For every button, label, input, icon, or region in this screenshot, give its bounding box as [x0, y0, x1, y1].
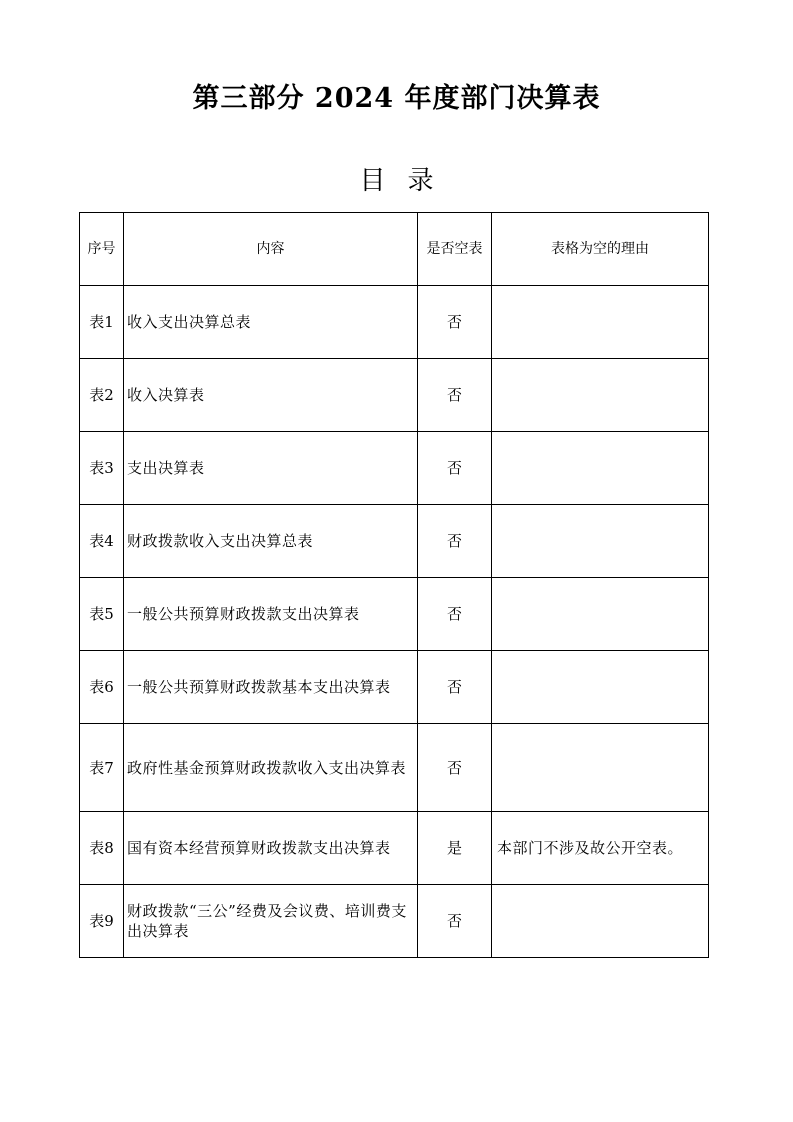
row-reason [492, 359, 709, 432]
row-no: 表8 [80, 812, 124, 885]
table-row [80, 432, 709, 505]
row-no: 表9 [80, 885, 124, 958]
row-no: 表7 [80, 724, 124, 812]
table-row [80, 651, 709, 724]
page-title: 第三部分 2024 年度部门决算表 [192, 83, 601, 114]
table-row [80, 578, 709, 651]
table-row [80, 812, 709, 885]
header-no: 序号 [80, 213, 124, 286]
row-content: 收入支出决算总表 [124, 286, 418, 359]
table-row [80, 885, 709, 958]
row-content: 政府性基金预算财政拨款收入支出决算表 [124, 724, 418, 812]
toc-heading: 目录 [359, 166, 456, 196]
table-row [80, 505, 709, 578]
toc-table [79, 212, 709, 958]
header-is-empty: 是否空表 [418, 213, 492, 286]
row-content: 支出决算表 [124, 432, 418, 505]
row-reason [492, 505, 709, 578]
row-is-empty: 否 [418, 651, 492, 724]
header-reason: 表格为空的理由 [492, 213, 709, 286]
header-content: 内容 [124, 213, 418, 286]
row-content: 一般公共预算财政拨款基本支出决算表 [124, 651, 418, 724]
row-content: 国有资本经营预算财政拨款支出决算表 [124, 812, 418, 885]
row-no: 表1 [80, 286, 124, 359]
row-reason [492, 432, 709, 505]
table-row [80, 724, 709, 812]
row-no: 表3 [80, 432, 124, 505]
row-reason [492, 885, 709, 958]
row-reason [492, 286, 709, 359]
row-is-empty: 否 [418, 578, 492, 651]
row-no: 表5 [80, 578, 124, 651]
table-header-row [80, 213, 709, 286]
row-reason [492, 724, 709, 812]
row-reason: 本部门不涉及故公开空表。 [492, 812, 709, 885]
row-is-empty: 否 [418, 432, 492, 505]
row-is-empty: 否 [418, 724, 492, 812]
row-content: 财政拨款“三公”经费及会议费、培训费支出决算表 [124, 885, 418, 958]
table-row [80, 286, 709, 359]
row-content: 一般公共预算财政拨款支出决算表 [124, 578, 418, 651]
table-row [80, 359, 709, 432]
row-no: 表4 [80, 505, 124, 578]
row-no: 表2 [80, 359, 124, 432]
row-is-empty: 否 [418, 505, 492, 578]
row-is-empty: 否 [418, 286, 492, 359]
row-is-empty: 否 [418, 359, 492, 432]
row-is-empty: 否 [418, 885, 492, 958]
row-no: 表6 [80, 651, 124, 724]
row-content: 财政拨款收入支出决算总表 [124, 505, 418, 578]
row-content: 收入决算表 [124, 359, 418, 432]
row-reason [492, 651, 709, 724]
row-is-empty: 是 [418, 812, 492, 885]
row-reason [492, 578, 709, 651]
